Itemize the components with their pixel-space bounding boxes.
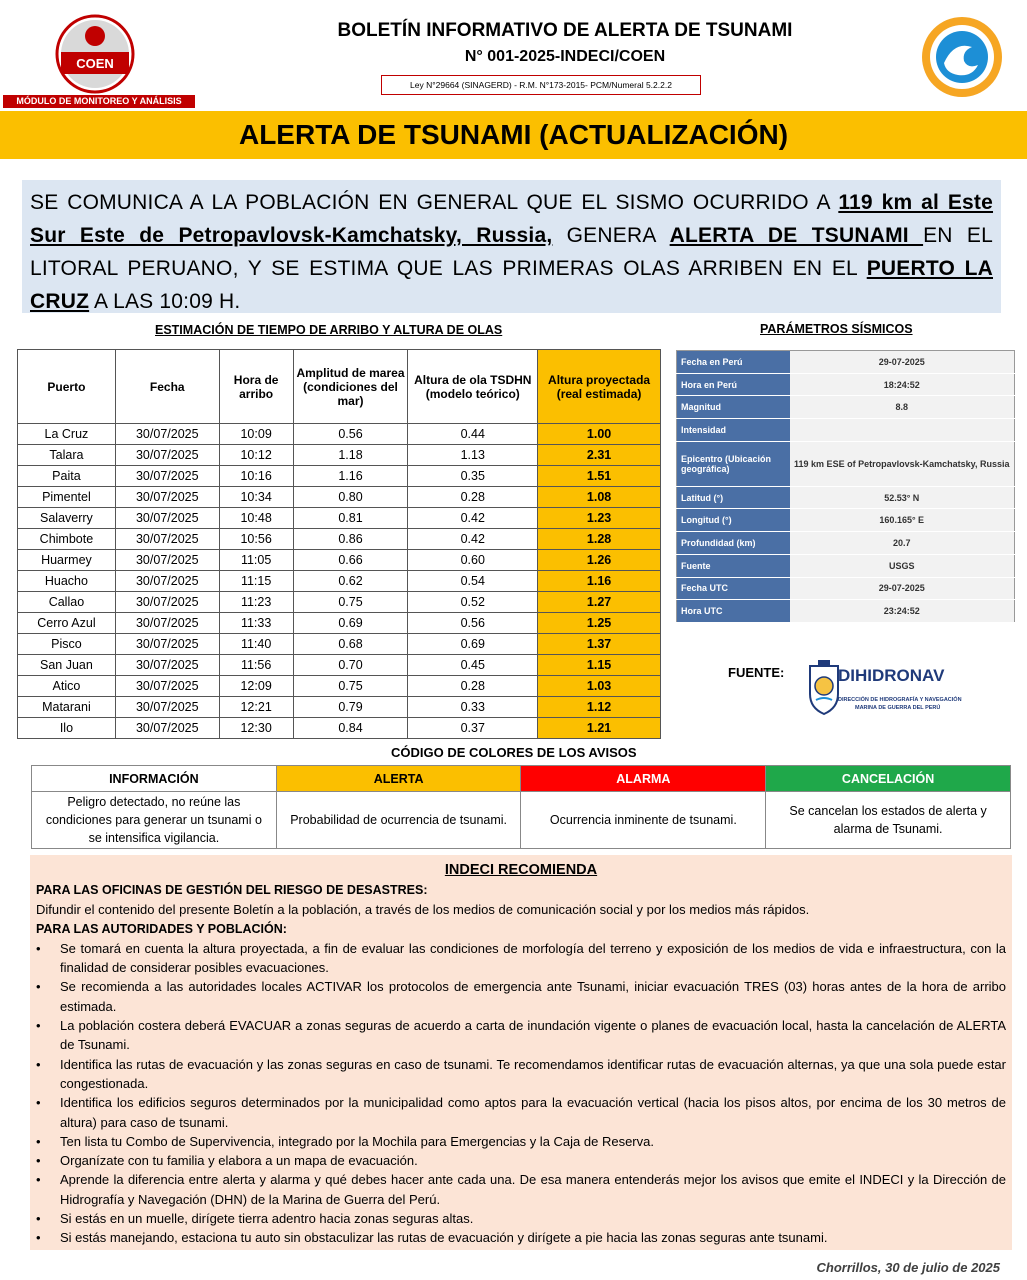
- recommendations-box: [30, 855, 1012, 1250]
- table-cell: Talara: [18, 445, 116, 466]
- seismic-row: [677, 373, 1015, 396]
- table-cell: 1.00: [538, 424, 661, 445]
- table-cell: 30/07/2025: [115, 655, 219, 676]
- table-cell: Salaverry: [18, 508, 116, 529]
- table-cell: 12:21: [219, 697, 293, 718]
- wave-table-header: Amplitud de marea (condiciones del mar): [293, 350, 408, 424]
- coen-logo: [55, 14, 135, 94]
- wave-table-header: Fecha: [115, 350, 219, 424]
- seismic-row: [677, 532, 1015, 555]
- table-cell: 0.81: [293, 508, 408, 529]
- table-cell: 0.75: [293, 592, 408, 613]
- table-row: [18, 655, 661, 676]
- table-cell: 1.27: [538, 592, 661, 613]
- seismic-row: [677, 554, 1015, 577]
- source-name: DIHIDRONAV: [838, 666, 945, 685]
- table-cell: 10:12: [219, 445, 293, 466]
- table-cell: Matarani: [18, 697, 116, 718]
- color-code-table: [31, 765, 1011, 849]
- seismic-row: [677, 509, 1015, 532]
- table-cell: 11:56: [219, 655, 293, 676]
- table-row: [18, 634, 661, 655]
- table-cell: 1.23: [538, 508, 661, 529]
- table-cell: 11:23: [219, 592, 293, 613]
- seismic-value: 119 km ESE of Petropavlovsk-Kamchatsky, Russia: [790, 441, 1015, 486]
- table-cell: 0.69: [293, 613, 408, 634]
- table-cell: 0.84: [293, 718, 408, 739]
- table-cell: 11:15: [219, 571, 293, 592]
- seismic-key: Epicentro (Ubicación geográfica): [677, 441, 790, 486]
- table-cell: 0.75: [293, 676, 408, 697]
- seismic-value: 20.7: [790, 532, 1015, 555]
- table-cell: Huarmey: [18, 550, 116, 571]
- table-cell: 1.25: [538, 613, 661, 634]
- wave-table-header: Puerto: [18, 350, 116, 424]
- table-cell: 30/07/2025: [115, 466, 219, 487]
- table-row: [18, 613, 661, 634]
- seismic-row: [677, 600, 1015, 623]
- wave-table: [17, 349, 661, 739]
- table-cell: 30/07/2025: [115, 571, 219, 592]
- table-cell: La Cruz: [18, 424, 116, 445]
- seismic-key: Fecha UTC: [677, 577, 790, 600]
- seismic-value: USGS: [790, 554, 1015, 577]
- seismic-key: Hora UTC: [677, 600, 790, 623]
- table-row: [18, 676, 661, 697]
- table-cell: 0.35: [408, 466, 538, 487]
- color-level-description: Peligro detectado, no reúne las condiciones para generar un tsunami o se intensifica vigilancia.: [32, 792, 277, 849]
- alert-banner: ALERTA DE TSUNAMI (ACTUALIZACIÓN): [0, 111, 1027, 159]
- recommendations-heading-authorities: PARA LAS AUTORIDADES Y POBLACIÓN:: [36, 921, 287, 936]
- seismic-key: Profundidad (km): [677, 532, 790, 555]
- color-level-description: Ocurrencia inminente de tsunami.: [521, 792, 766, 849]
- law-reference: Ley N°29664 (SINAGERD) - R.M. N°173-2015- PCM/Numeral 5.2.2.2: [381, 75, 701, 95]
- seismic-row: [677, 577, 1015, 600]
- seismic-value: 29-07-2025: [790, 577, 1015, 600]
- seismic-key: Hora en Perú: [677, 373, 790, 396]
- seismic-row: [677, 419, 1015, 442]
- table-cell: 30/07/2025: [115, 529, 219, 550]
- table-row: [18, 445, 661, 466]
- table-cell: 30/07/2025: [115, 634, 219, 655]
- table-cell: 30/07/2025: [115, 424, 219, 445]
- seismic-value: 29-07-2025: [790, 351, 1015, 374]
- seismic-value: 160.165° E: [790, 509, 1015, 532]
- table-cell: 0.86: [293, 529, 408, 550]
- color-level-description: Se cancelan los estados de alerta y alarma de Tsunami.: [766, 792, 1011, 849]
- table-cell: 0.33: [408, 697, 538, 718]
- seismic-value: 18:24:52: [790, 373, 1015, 396]
- source-subtitle-2: MARINA DE GUERRA DEL PERÚ: [855, 705, 941, 711]
- table-cell: Ilo: [18, 718, 116, 739]
- bulletin-number: N° 001-2025-INDECI/COEN: [464, 48, 666, 65]
- list-item: • La población costera deberá EVACUAR a zonas seguras de acuerdo a carta de inundación vigente o planes de evacuación local, hasta la cancelación de ALERTA de Tsunami.: [36, 1016, 1006, 1055]
- table-cell: 30/07/2025: [115, 697, 219, 718]
- table-cell: 30/07/2025: [115, 550, 219, 571]
- wave-table-title: ESTIMACIÓN DE TIEMPO DE ARRIBO Y ALTURA DE OLAS: [155, 323, 503, 337]
- table-cell: 0.52: [408, 592, 538, 613]
- notice-box: SE COMUNICA A LA POBLACIÓN EN GENERAL QUE EL SISMO OCURRIDO A 119 km al Este Sur Este de Petropavlovsk-Kamchatsky, Russia, GENERA ALERTA DE TSUNAMI EN EL LITORAL PERUANO, Y SE ESTIMA QUE LAS PRIMERAS OLAS ARRIBEN EN EL PUERTO LA CRUZ A LAS 10:09 H.: [22, 180, 1001, 313]
- footer-date: Chorrillos, 30 de julio de 2025: [816, 1260, 1000, 1275]
- table-cell: 11:40: [219, 634, 293, 655]
- table-cell: 10:48: [219, 508, 293, 529]
- color-level-name: ALARMA: [521, 766, 766, 792]
- table-cell: Pisco: [18, 634, 116, 655]
- table-cell: 0.80: [293, 487, 408, 508]
- table-row: [18, 508, 661, 529]
- table-cell: 1.03: [538, 676, 661, 697]
- table-cell: 30/07/2025: [115, 592, 219, 613]
- table-cell: 1.08: [538, 487, 661, 508]
- list-item: • Si estás en un muelle, dirígete tierra adentro hacia zonas seguras altas.: [36, 1209, 1006, 1228]
- table-cell: 0.42: [408, 508, 538, 529]
- table-cell: 1.37: [538, 634, 661, 655]
- seismic-key: Latitud (°): [677, 486, 790, 509]
- coen-logo-text: COEN: [76, 56, 114, 71]
- table-cell: 1.21: [538, 718, 661, 739]
- seismic-row: [677, 441, 1015, 486]
- table-cell: 1.26: [538, 550, 661, 571]
- table-cell: 30/07/2025: [115, 613, 219, 634]
- table-cell: Huacho: [18, 571, 116, 592]
- seismic-title: PARÁMETROS SÍSMICOS: [760, 322, 913, 336]
- table-cell: 1.51: [538, 466, 661, 487]
- table-cell: 0.66: [293, 550, 408, 571]
- table-cell: 30/07/2025: [115, 445, 219, 466]
- table-cell: 30/07/2025: [115, 676, 219, 697]
- table-cell: San Juan: [18, 655, 116, 676]
- table-cell: Chimbote: [18, 529, 116, 550]
- table-cell: 0.45: [408, 655, 538, 676]
- recommendations-title: INDECI RECOMIENDA: [444, 862, 598, 878]
- table-row: [18, 529, 661, 550]
- table-cell: 12:30: [219, 718, 293, 739]
- table-cell: 0.56: [293, 424, 408, 445]
- list-item: • Ten lista tu Combo de Supervivencia, integrado por la Mochila para Emergencias y la Caja de Reserva.: [36, 1132, 1006, 1151]
- table-cell: 0.56: [408, 613, 538, 634]
- seismic-key: Fecha en Perú: [677, 351, 790, 374]
- table-cell: 10:16: [219, 466, 293, 487]
- recommendations-offices-text: Difundir el contenido del presente Boletín a la población, a través de los medios de comunicación social y por los medios más rápidos.: [36, 902, 810, 918]
- seismic-value: 8.8: [790, 396, 1015, 419]
- table-cell: 2.31: [538, 445, 661, 466]
- table-row: [18, 571, 661, 592]
- table-cell: 0.62: [293, 571, 408, 592]
- color-code-title: CÓDIGO DE COLORES DE LOS AVISOS: [391, 745, 637, 760]
- dihidronav-shield-icon: [806, 660, 842, 716]
- bulletin-title: BOLETÍN INFORMATIVO DE ALERTA DE TSUNAMI: [337, 20, 793, 41]
- table-cell: 1.28: [538, 529, 661, 550]
- list-item: • Identifica las rutas de evacuación y las zonas seguras en caso de tsunami. Te recomendamos identificar rutas de evacuación alternas, ya que una sola puede estar congestionada.: [36, 1055, 1006, 1094]
- table-cell: 11:05: [219, 550, 293, 571]
- table-cell: 1.13: [408, 445, 538, 466]
- table-cell: 0.54: [408, 571, 538, 592]
- table-cell: 1.16: [293, 466, 408, 487]
- table-cell: Paita: [18, 466, 116, 487]
- table-cell: Callao: [18, 592, 116, 613]
- list-item: • Organízate con tu familia y elabora a un mapa de evacuación.: [36, 1151, 1006, 1170]
- table-row: [18, 697, 661, 718]
- table-row: [18, 592, 661, 613]
- list-item: • Aprende la diferencia entre alerta y alarma y qué debes hacer ante cada una. De esa manera entenderás mejor los avisos que emite el INDECI y la Dirección de Hidrografía y Navegación (DHN) de la Marina de Guerra del Perú.: [36, 1170, 1006, 1209]
- table-cell: 30/07/2025: [115, 508, 219, 529]
- table-cell: 11:33: [219, 613, 293, 634]
- table-row: [18, 424, 661, 445]
- seismic-value: 23:24:52: [790, 600, 1015, 623]
- wave-table-header: Hora de arribo: [219, 350, 293, 424]
- wave-table-header: Altura de ola TSDHN (modelo teórico): [408, 350, 538, 424]
- table-cell: 30/07/2025: [115, 718, 219, 739]
- color-level-name: ALERTA: [276, 766, 521, 792]
- table-cell: 0.79: [293, 697, 408, 718]
- table-cell: 10:09: [219, 424, 293, 445]
- table-cell: 0.70: [293, 655, 408, 676]
- table-row: [18, 466, 661, 487]
- seismic-value: 52.53° N: [790, 486, 1015, 509]
- table-cell: 12:09: [219, 676, 293, 697]
- table-cell: 0.28: [408, 676, 538, 697]
- table-cell: Pimentel: [18, 487, 116, 508]
- module-label: MÓDULO DE MONITOREO Y ANÁLISIS: [3, 95, 195, 108]
- list-item: • Identifica los edificios seguros determinados por la municipalidad como aptos para la evacuación vertical (hacia los pisos altos, por encima de los 30 metros de altura) para caso de tsunami.: [36, 1093, 1006, 1132]
- seismic-key: Intensidad: [677, 419, 790, 442]
- list-item: • Se recomienda a las autoridades locales ACTIVAR los protocolos de emergencia ante Tsunami, iniciar evacuación TRES (03) horas antes de la hora de arribo estimada.: [36, 977, 1006, 1016]
- table-cell: 0.69: [408, 634, 538, 655]
- table-row: [18, 550, 661, 571]
- color-level-description: Probabilidad de ocurrencia de tsunami.: [276, 792, 521, 849]
- table-cell: 1.16: [538, 571, 661, 592]
- recommendations-list: [36, 939, 1006, 1248]
- table-cell: Cerro Azul: [18, 613, 116, 634]
- wave-table-header: Altura proyectada (real estimada): [538, 350, 661, 424]
- table-cell: 0.42: [408, 529, 538, 550]
- table-cell: 30/07/2025: [115, 487, 219, 508]
- table-cell: 0.68: [293, 634, 408, 655]
- seismic-key: Fuente: [677, 554, 790, 577]
- seismic-row: [677, 486, 1015, 509]
- list-item: • Si estás manejando, estaciona tu auto sin obstaculizar las rutas de evacuación y dirígete a pie hacia las zonas seguras ante tsunami.: [36, 1228, 1006, 1247]
- dhn-emblem-icon: [920, 15, 1004, 99]
- table-cell: 1.12: [538, 697, 661, 718]
- source-label: FUENTE:: [728, 665, 785, 680]
- seismic-row: [677, 351, 1015, 374]
- table-cell: 10:34: [219, 487, 293, 508]
- table-cell: 1.18: [293, 445, 408, 466]
- list-item: • Se tomará en cuenta la altura proyectada, a fin de evaluar las condiciones de morfología del terreno y exposición de los medios de vida e infraestructura, con la finalidad de considerar posibles evacuaciones.: [36, 939, 1006, 978]
- table-cell: 10:56: [219, 529, 293, 550]
- seismic-value: [790, 419, 1015, 442]
- seismic-table: [676, 350, 1015, 623]
- source-subtitle-1: DIRECCIÓN DE HIDROGRAFÍA Y NAVEGACIÓN: [838, 697, 962, 703]
- table-cell: 0.60: [408, 550, 538, 571]
- table-cell: 0.28: [408, 487, 538, 508]
- color-level-name: INFORMACIÓN: [32, 766, 277, 792]
- table-row: [18, 718, 661, 739]
- table-row: [18, 487, 661, 508]
- table-cell: Atico: [18, 676, 116, 697]
- table-cell: 0.44: [408, 424, 538, 445]
- seismic-key: Magnitud: [677, 396, 790, 419]
- recommendations-heading-offices: PARA LAS OFICINAS DE GESTIÓN DEL RIESGO DE DESASTRES:: [36, 883, 428, 897]
- color-level-name: CANCELACIÓN: [766, 766, 1011, 792]
- seismic-row: [677, 396, 1015, 419]
- table-cell: 1.15: [538, 655, 661, 676]
- table-cell: 0.37: [408, 718, 538, 739]
- seismic-key: Longitud (°): [677, 509, 790, 532]
